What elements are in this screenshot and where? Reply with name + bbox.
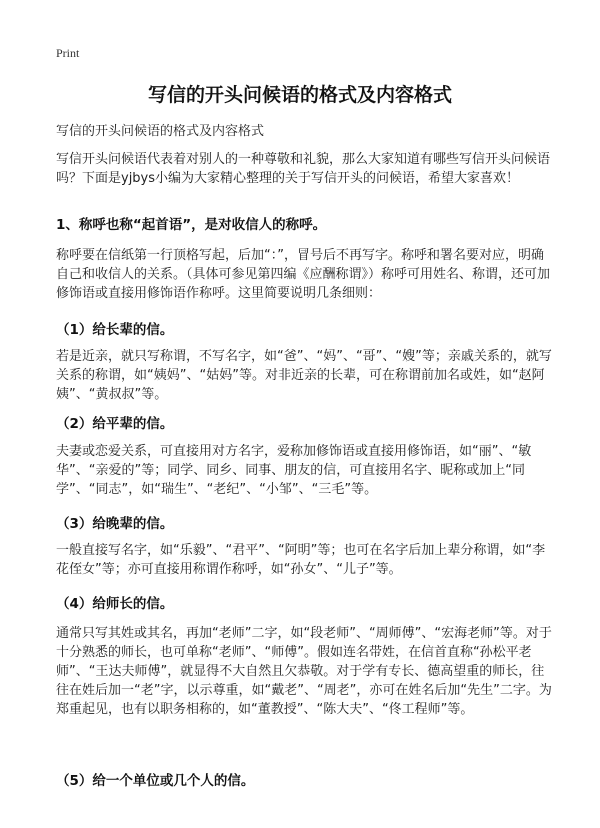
- item-1-body: 若是近亲，就只写称谓，不写名字，如“爸”、“妈”、“哥”、“嫂”等；亲戚关系的，就写关系的称谓，如“姨妈”、“姑妈”等。对非近亲的长辈，可在称谓前加名或姓，如“赵阿姨”、“黄叔叔”等。: [56, 349, 552, 402]
- item-4-body: 通常只写其姓或其名，再加“老师”二字，如“段老师”、“周师傅”、“宏海老师”等。对于十分熟悉的师长，也可单称“老师”、“师傅”。假如连名带姓，在信首直称“孙松平老师”、“王达夫师傅”，就显得不大自然且欠恭敬。对于学有专长、德高望重的师长，往往在姓后加一“老”字，以示尊重，如“戴老”、“周老”，亦可在姓名后加“先生”二字。为郑重起见，也有以职务相称的，如“董教授”、“陈大夫”、“佟工程师”等。: [56, 626, 552, 717]
- item-5-heading: （5）给一个单位或几个人的信。: [56, 773, 255, 789]
- item-2-heading: （2）给平辈的信。: [56, 416, 174, 432]
- item-3-heading: （3）给晚辈的信。: [56, 516, 174, 532]
- page-title: 写信的开头问候语的格式及内容格式: [147, 84, 452, 106]
- intro-paragraph: 写信开头问候语代表着对别人的一种尊敬和礼貌，那么大家知道有哪些写信开头问候语吗？下面是yjbys小编为大家精心整理的关于写信开头的问候语，希望大家喜欢！: [56, 152, 551, 186]
- item-4-heading: （4）给师长的信。: [56, 596, 174, 612]
- section-1-heading: 1、称呼也称“起首语”，是对收信人的称呼。: [56, 217, 327, 233]
- item-1-heading: （1）给长辈的信。: [56, 322, 174, 338]
- print-label: Print: [56, 46, 80, 60]
- item-3-body: 一般直接写名字，如“乐毅”、“君平”、“阿明”等；也可在名字后加上辈分称谓，如“李花侄女”等；亦可直接用称谓作称呼，如“孙女”、“儿子”等。: [56, 543, 546, 577]
- item-2-body: 夫妻或恋爱关系，可直接用对方名字，爱称加修饰语或直接用修饰语，如“丽”、“敏华”、“亲爱的”等；同学、同乡、同事、朋友的信，可直接用名字、昵称或加上“同学”、“同志”，如“瑞生”、“老纪”、“小邹”、“三毛”等。: [56, 444, 532, 497]
- page-subtitle: 写信的开头问候语的格式及内容格式: [56, 124, 265, 139]
- section-1-body: 称呼要在信纸第一行顶格写起，后加“：”，冒号后不再写字。称呼和署名要对应，明确自己和收信人的关系。（具体可参见第四编《应酬称谓》）称呼可用姓名、称谓，还可加修饰语或直接用修饰语作称呼。这里简要说明几条细则：: [56, 248, 551, 301]
